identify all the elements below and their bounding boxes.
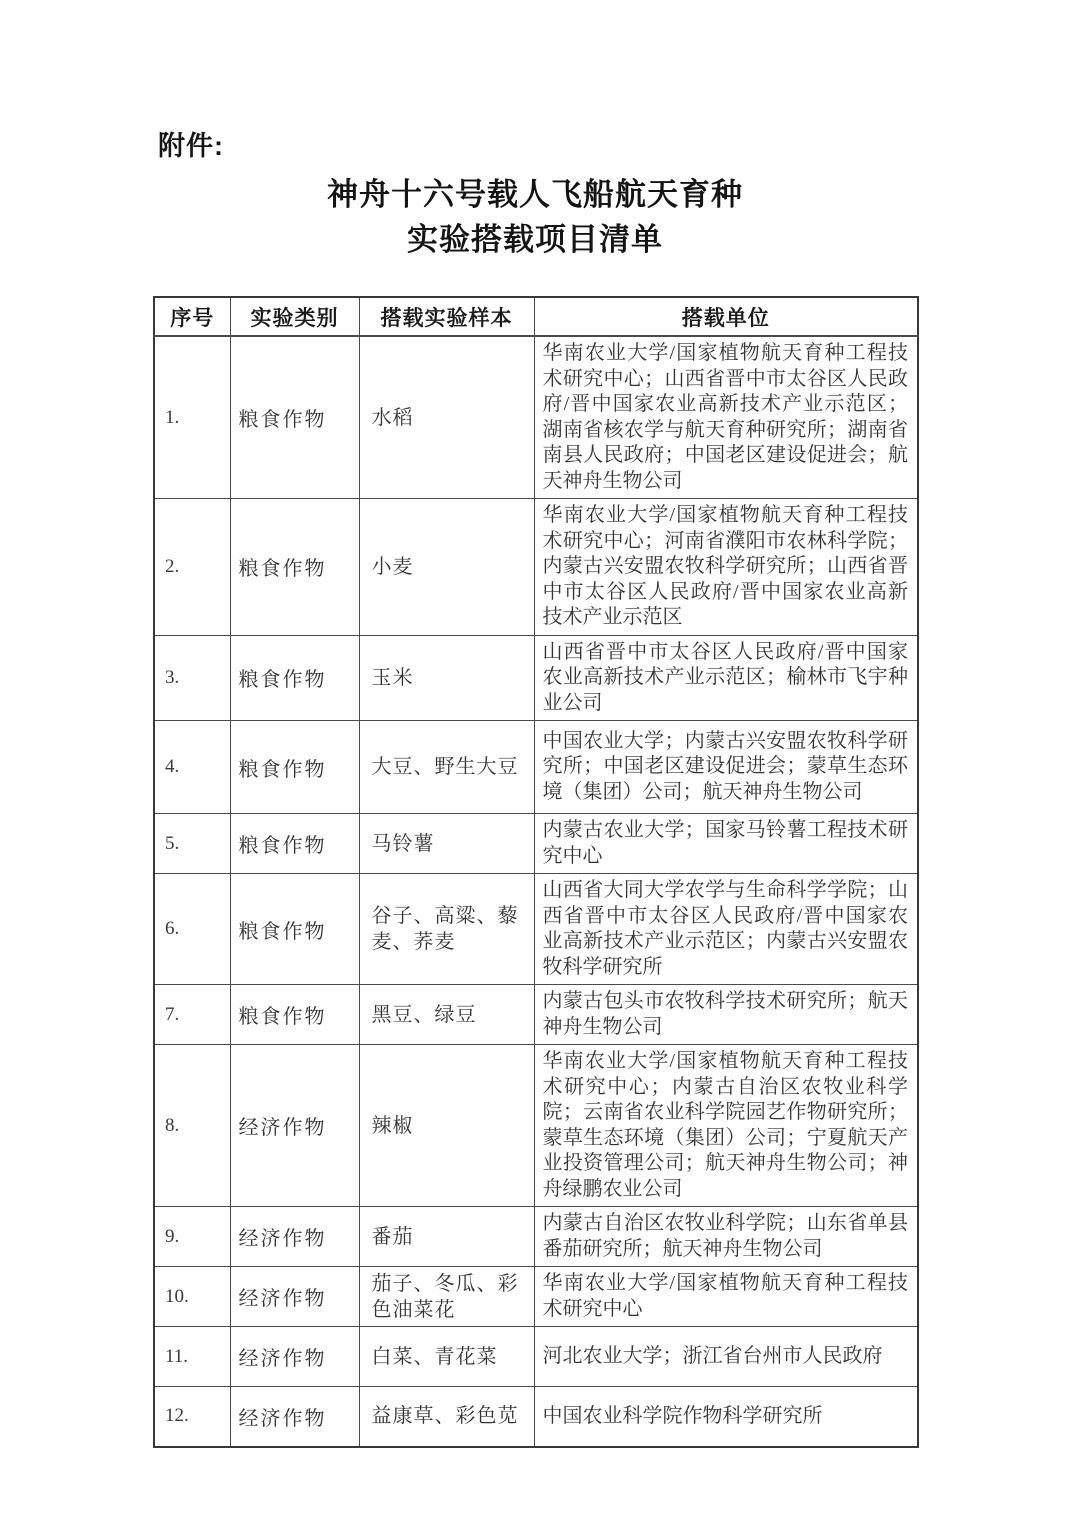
table-row	[154, 1207, 918, 1267]
table-row	[154, 1267, 918, 1327]
header-category: 实验类别	[230, 297, 359, 336]
cell-sample: 番茄	[359, 1207, 534, 1267]
cell-category: 经济作物	[230, 1387, 359, 1447]
document-title	[153, 172, 917, 262]
table-row	[154, 1387, 918, 1447]
cell-units: 中国农业大学；内蒙古兴安盟农牧科学研究所；中国老区建设促进会；蒙草生态环境（集团）公司；航天神舟生物公司	[534, 721, 918, 814]
header-no: 序号	[154, 297, 230, 336]
cell-sample: 马铃薯	[359, 814, 534, 874]
cell-no: 12.	[154, 1387, 230, 1447]
cell-no: 9.	[154, 1207, 230, 1267]
cell-no: 6.	[154, 874, 230, 985]
table-row	[154, 721, 918, 814]
cell-sample: 小麦	[359, 499, 534, 636]
cell-sample: 大豆、野生大豆	[359, 721, 534, 814]
cell-no: 2.	[154, 499, 230, 636]
cell-category: 经济作物	[230, 1045, 359, 1207]
cell-category: 经济作物	[230, 1327, 359, 1387]
cell-category: 粮食作物	[230, 336, 359, 499]
cell-units: 中国农业科学院作物科学研究所	[534, 1387, 918, 1447]
cell-units: 内蒙古包头市农牧科学技术研究所；航天神舟生物公司	[534, 985, 918, 1045]
cell-category: 经济作物	[230, 1267, 359, 1327]
cell-units: 内蒙古农业大学；国家马铃薯工程技术研究中心	[534, 814, 918, 874]
cell-category: 粮食作物	[230, 814, 359, 874]
cell-no: 5.	[154, 814, 230, 874]
table-row	[154, 336, 918, 499]
cell-sample: 茄子、冬瓜、彩色油菜花	[359, 1267, 534, 1327]
cell-units: 山西省晋中市太谷区人民政府/晋中国家农业高新技术产业示范区；榆林市飞宇种业公司	[534, 635, 918, 721]
cell-sample: 玉米	[359, 635, 534, 721]
cell-category: 粮食作物	[230, 721, 359, 814]
cell-category: 粮食作物	[230, 985, 359, 1045]
cell-units: 华南农业大学/国家植物航天育种工程技术研究中心；山西省晋中市太谷区人民政府/晋中国家农业高新技术产业示范区；湖南省核农学与航天育种研究所；湖南省南县人民政府；中国老区建设促进会；航天神舟生物公司	[534, 336, 918, 499]
header-sample: 搭载实验样本	[359, 297, 534, 336]
cell-units: 华南农业大学/国家植物航天育种工程技术研究中心	[534, 1267, 918, 1327]
header-units: 搭载单位	[534, 297, 918, 336]
table-header-row	[154, 297, 918, 336]
cell-category: 粮食作物	[230, 635, 359, 721]
payload-table	[153, 296, 919, 1448]
cell-units: 山西省大同大学农学与生命科学学院；山西省晋中市太谷区人民政府/晋中国家农业高新技术产业示范区；内蒙古兴安盟农牧科学研究所	[534, 874, 918, 985]
cell-category: 粮食作物	[230, 874, 359, 985]
title-line-2: 实验搭载项目清单	[407, 222, 663, 257]
cell-no: 10.	[154, 1267, 230, 1327]
cell-units: 华南农业大学/国家植物航天育种工程技术研究中心；内蒙古自治区农牧业科学院；云南省农业科学院园艺作物研究所；蒙草生态环境（集团）公司；宁夏航天产业投资管理公司；航天神舟生物公司；神舟绿鹏农业公司	[534, 1045, 918, 1207]
cell-sample: 黑豆、绿豆	[359, 985, 534, 1045]
cell-sample: 辣椒	[359, 1045, 534, 1207]
cell-category: 粮食作物	[230, 499, 359, 636]
table-row	[154, 1045, 918, 1207]
cell-units: 华南农业大学/国家植物航天育种工程技术研究中心；河南省濮阳市农林科学院；内蒙古兴安盟农牧科学研究所；山西省晋中市太谷区人民政府/晋中国家农业高新技术产业示范区	[534, 499, 918, 636]
cell-sample: 水稻	[359, 336, 534, 499]
cell-units: 河北农业大学；浙江省台州市人民政府	[534, 1327, 918, 1387]
cell-sample: 白菜、青花菜	[359, 1327, 534, 1387]
attachment-label: 附件:	[158, 131, 224, 161]
cell-no: 7.	[154, 985, 230, 1045]
cell-no: 8.	[154, 1045, 230, 1207]
cell-no: 4.	[154, 721, 230, 814]
cell-units: 内蒙古自治区农牧业科学院；山东省单县番茄研究所；航天神舟生物公司	[534, 1207, 918, 1267]
cell-sample: 益康草、彩色苋	[359, 1387, 534, 1447]
title-line-1: 神舟十六号载人飞船航天育种	[327, 177, 743, 212]
cell-sample: 谷子、高粱、藜麦、荞麦	[359, 874, 534, 985]
table-row	[154, 814, 918, 874]
table-row	[154, 985, 918, 1045]
cell-category: 经济作物	[230, 1207, 359, 1267]
table-row	[154, 499, 918, 636]
table-row	[154, 635, 918, 721]
cell-no: 3.	[154, 635, 230, 721]
cell-no: 1.	[154, 336, 230, 499]
cell-no: 11.	[154, 1327, 230, 1387]
table-row	[154, 1327, 918, 1387]
table-row	[154, 874, 918, 985]
